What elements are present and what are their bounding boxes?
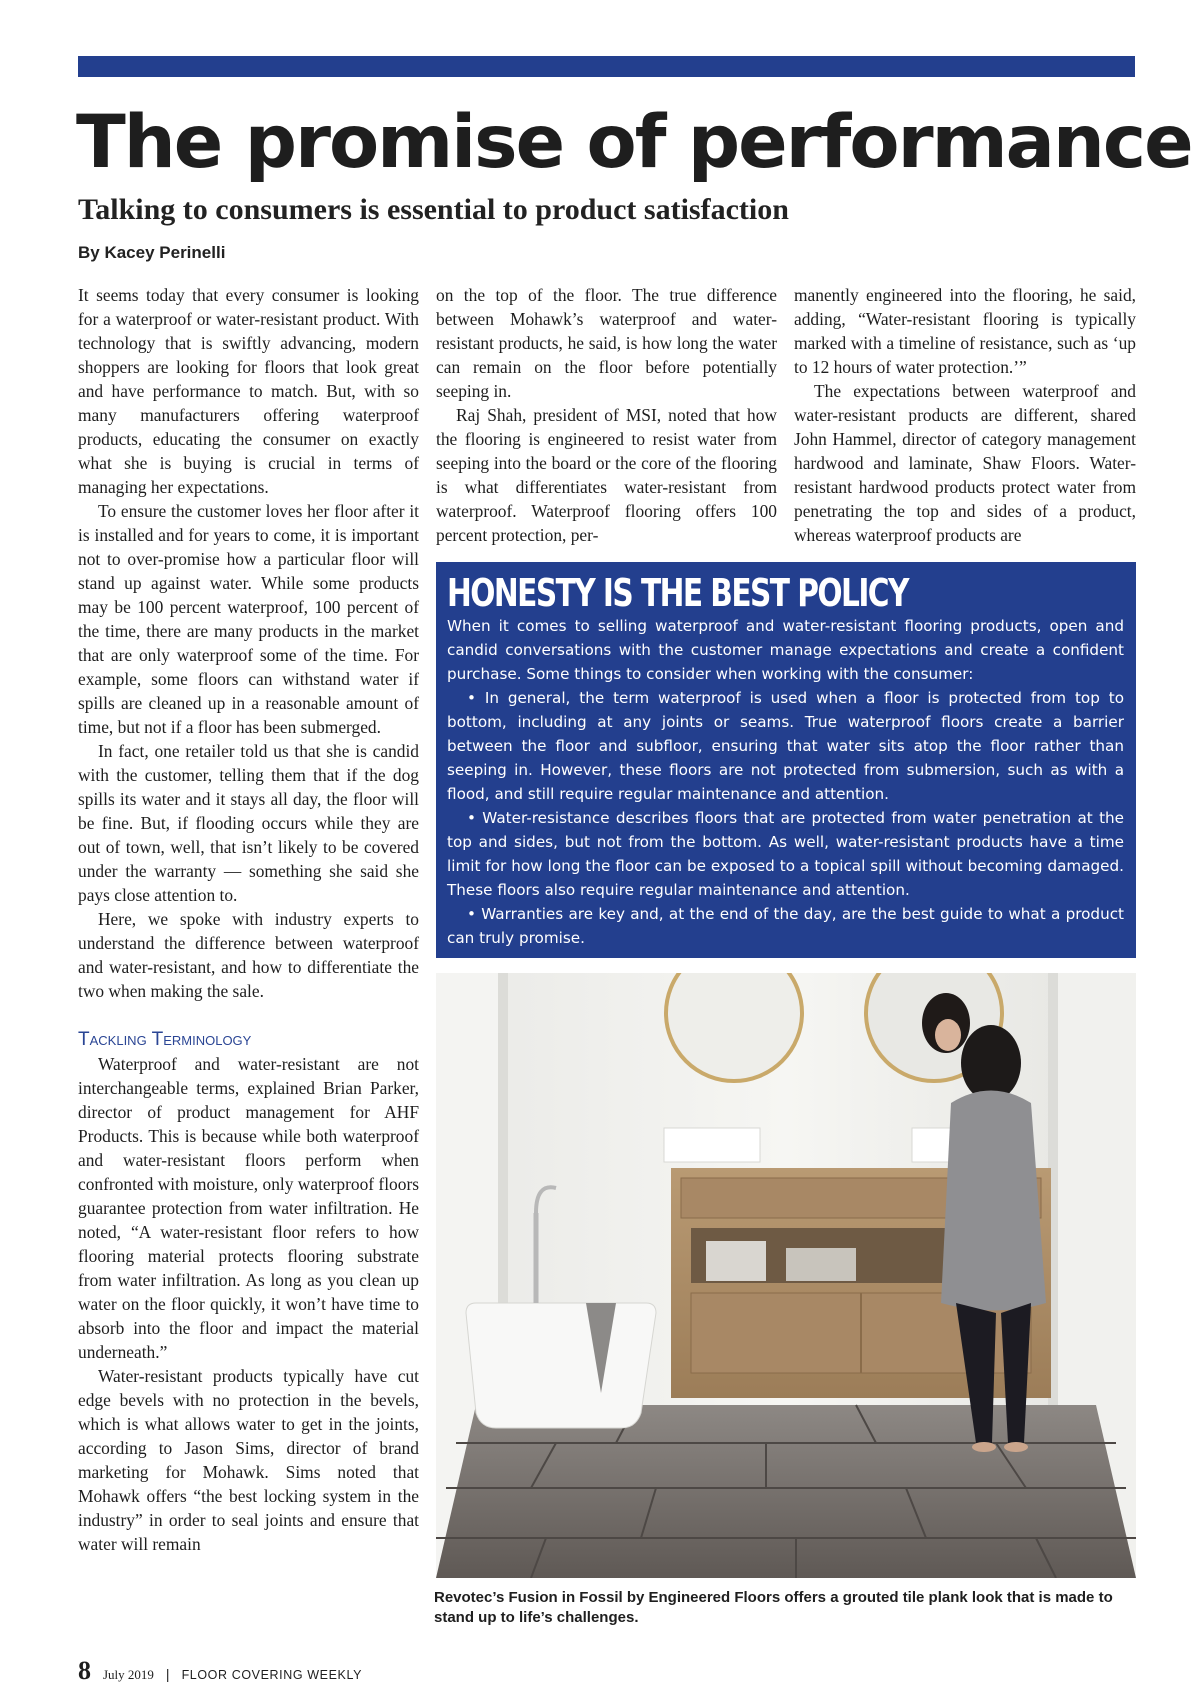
sidebar-bullet: • Water-resistance describes floors that are protected from water penetration at the top and sides, but not from the bottom. As well, water-resistant products have a time limit for how long the floor can be exposed to a topical spill without becoming damaged. These floors also require regular maintenance and attention. (447, 809, 1124, 899)
photo-caption: Revotec’s Fusion in Fossil by Engineered Floors offers a grouted tile plank look that is made to stand up to life’s challenges. (434, 1589, 1113, 1626)
article-subtitle: Talking to consumers is essential to product satisfaction (78, 193, 789, 226)
article-column-1 (78, 283, 419, 1556)
article-title: The promise of performance (76, 100, 1192, 185)
article-paragraph: Water-resistant products typically have cut edge bevels with no protection in the bevels, which is what allows water to get in the joints, according to Jason Sims, director of brand marketing for Mohawk. Sims noted that Mohawk offers “the best locking system in the industry” in order to seal joints and ensure that water will remain (78, 1366, 419, 1554)
sidebar-intro: When it comes to selling waterproof and water-resistant flooring products, open and candid conversations with the customer manage expectations and create a confident purchase. Some things to consider when working with the consumer: (447, 617, 1124, 683)
section-heading: Tackling Terminology (78, 1029, 252, 1050)
article-paragraph: In fact, one retailer told us that she is candid with the customer, telling them that if the dog spills its water and it stays all day, the floor will be fine. But, if flooding occurs while they are out of town, well, that isn’t likely to be covered under the warranty — something she said she pays close attention to. (78, 741, 419, 905)
article-paragraph: manently engineered into the flooring, he said, adding, “Water-resistant flooring is typically marked with a timeline of resistance, such as ‘up to 12 hours of water protection.’” (794, 285, 1136, 377)
article-column-3 (794, 283, 1136, 547)
article-paragraph: It seems today that every consumer is looking for a waterproof or water-resistant product. With technology that is swiftly advancing, modern shoppers are looking for floors that look great and have performance to match. But, with so many manufacturers offering waterproof products, educating the consumer on exactly what she is buying is crucial in terms of managing her expectations. (78, 285, 419, 497)
article-paragraph: Waterproof and water-resistant are not interchangeable terms, explained Brian Parker, director of product management for AHF Products. This is because while both waterproof and water-resistant floors perform when confronted with moisture, only waterproof floors guarantee protection from water infiltration. He noted, “A water-resistant floor refers to how flooring material protects flooring substrate from water infiltration. As long as you clean up water on the floor quickly, it won’t have time to absorb into the floor and impact the material underneath.” (78, 1054, 419, 1362)
sidebar-title: HONESTY IS THE BEST POLICY (447, 571, 908, 615)
article-paragraph: Raj Shah, president of MSI, noted that how the flooring is engineered to resist water from seeping into the board or the core of the flooring is what differentiates water-resistant from waterproof. Waterproof flooring offers 100 percent protection, per- (436, 405, 777, 545)
sidebar-bullet: • Warranties are key and, at the end of the day, are the best guide to what a product can truly promise. (447, 905, 1124, 947)
bathroom-photo (436, 973, 1136, 1578)
article-paragraph: Here, we spoke with industry experts to understand the difference between waterproof and water-resistant, and how to differentiate the two when making the sale. (78, 909, 419, 1001)
article-column-2 (436, 283, 777, 547)
article-paragraph: on the top of the floor. The true difference between Mohawk’s waterproof and water-resistant products, he said, is how long the water can remain on the floor before potentially seeping in. (436, 285, 777, 401)
article-paragraph: To ensure the customer loves her floor after it is installed and for years to come, it is important not to over-promise how a particular floor will stand up against water. While some products may be 100 percent waterproof, 100 percent of the time, there are many products in the market that are only waterproof some of the time. For example, some floors can withstand water if spills are cleaned up in a reasonable amount of time, but not if a floor has been submerged. (78, 501, 419, 737)
page-footer (78, 1656, 362, 1686)
sidebar-bullet: • In general, the term waterproof is used when a floor is protected from top to bottom, including at any joints or seams. True waterproof floors create a barrier between the floor and subfloor, ensuring that water sits atop the floor rather than seeping in. However, these floors are not protected from submersion, such as with a flood, and still require regular maintenance and attention. (447, 689, 1124, 803)
article-paragraph: The expectations between waterproof and water-resistant products are different, shared John Hammel, director of category management hardwood and laminate, Shaw Floors. Water-resistant hardwood products protect water from penetrating the top and sides of a product, whereas waterproof products are (794, 381, 1136, 545)
issue-date: July 2019 (103, 1667, 154, 1682)
bathroom-illustration (436, 973, 1136, 1578)
page-number: 8 (78, 1656, 91, 1685)
footer-separator: | (165, 1666, 170, 1682)
article-byline: By Kacey Perinelli (78, 243, 226, 262)
sidebar-box (436, 562, 1136, 958)
top-color-bar (78, 56, 1135, 77)
publication-name: FLOOR COVERING WEEKLY (181, 1668, 363, 1682)
